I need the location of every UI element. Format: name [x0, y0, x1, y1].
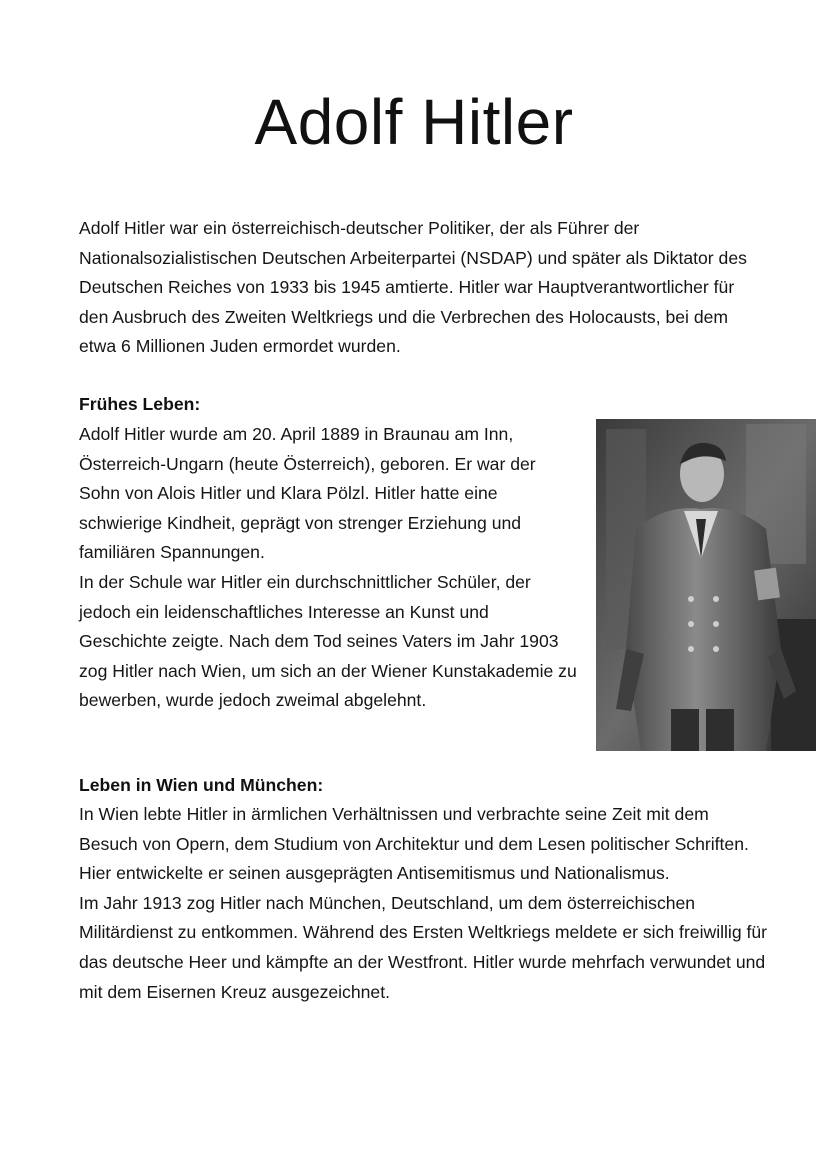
section-body-early-life	[79, 420, 579, 716]
vienna-munich-paragraph-2: Im Jahr 1913 zog Hitler nach München, Deutschland, um dem österreichischen Militärdienst zu entkommen. Während des Ersten Weltkriegs meldete er sich freiwillig für das deutsche Heer und kämpfte an der Westfront. Hitler wurde mehrfach verwundet und mit dem Eisernen Kreuz ausgezeichnet.	[79, 892, 768, 1002]
section-heading-early-life: Frühes Leben:	[79, 394, 201, 414]
portrait-photo-image	[596, 419, 816, 751]
section-body-vienna-munich	[79, 800, 769, 1007]
portrait-photo	[596, 419, 816, 751]
early-life-paragraph-2: In der Schule war Hitler ein durchschnittlicher Schüler, der jedoch ein leidenschaftliches Interesse an Kunst und Geschichte zeigte. Nach dem Tod seines Vaters im Jahr 1903 zog Hitler nach Wien, um sich an der Wiener Kunstakademie zu bewerben, wurde jedoch zweimal abgelehnt.	[79, 571, 577, 711]
section-heading-vienna-munich: Leben in Wien und München:	[79, 775, 324, 795]
page-title: Adolf Hitler	[254, 86, 574, 158]
intro-paragraph: Adolf Hitler war ein österreichisch-deutscher Politiker, der als Führer der Nationalsozialistischen Deutschen Arbeiterpartei (NSDAP) und später als Diktator des Deutschen Reiches von 1933 bis 1945 amtierte. Hitler war Hauptverantwortlicher für den Ausbruch des Zweiten Weltkriegs und die Verbrechen des Holocausts, bei dem etwa 6 Millionen Juden ermordet wurden.	[79, 218, 747, 357]
early-life-paragraph-1: Adolf Hitler wurde am 20. April 1889 in Braunau am Inn, Österreich-Ungarn (heute Österreich), geboren. Er war der Sohn von Alois Hitler und Klara Pölzl. Hitler hatte eine schwierige Kindheit, geprägt von strenger Erziehung und familiären Spannungen.	[79, 424, 536, 563]
vienna-munich-paragraph-1: In Wien lebte Hitler in ärmlichen Verhältnissen und verbrachte seine Zeit mit dem Besuch von Opern, dem Studium von Architektur und dem Lesen politischer Schriften. Hier entwickelte er seinen ausgeprägten Antisemitismus und Nationalismus.	[79, 804, 749, 884]
